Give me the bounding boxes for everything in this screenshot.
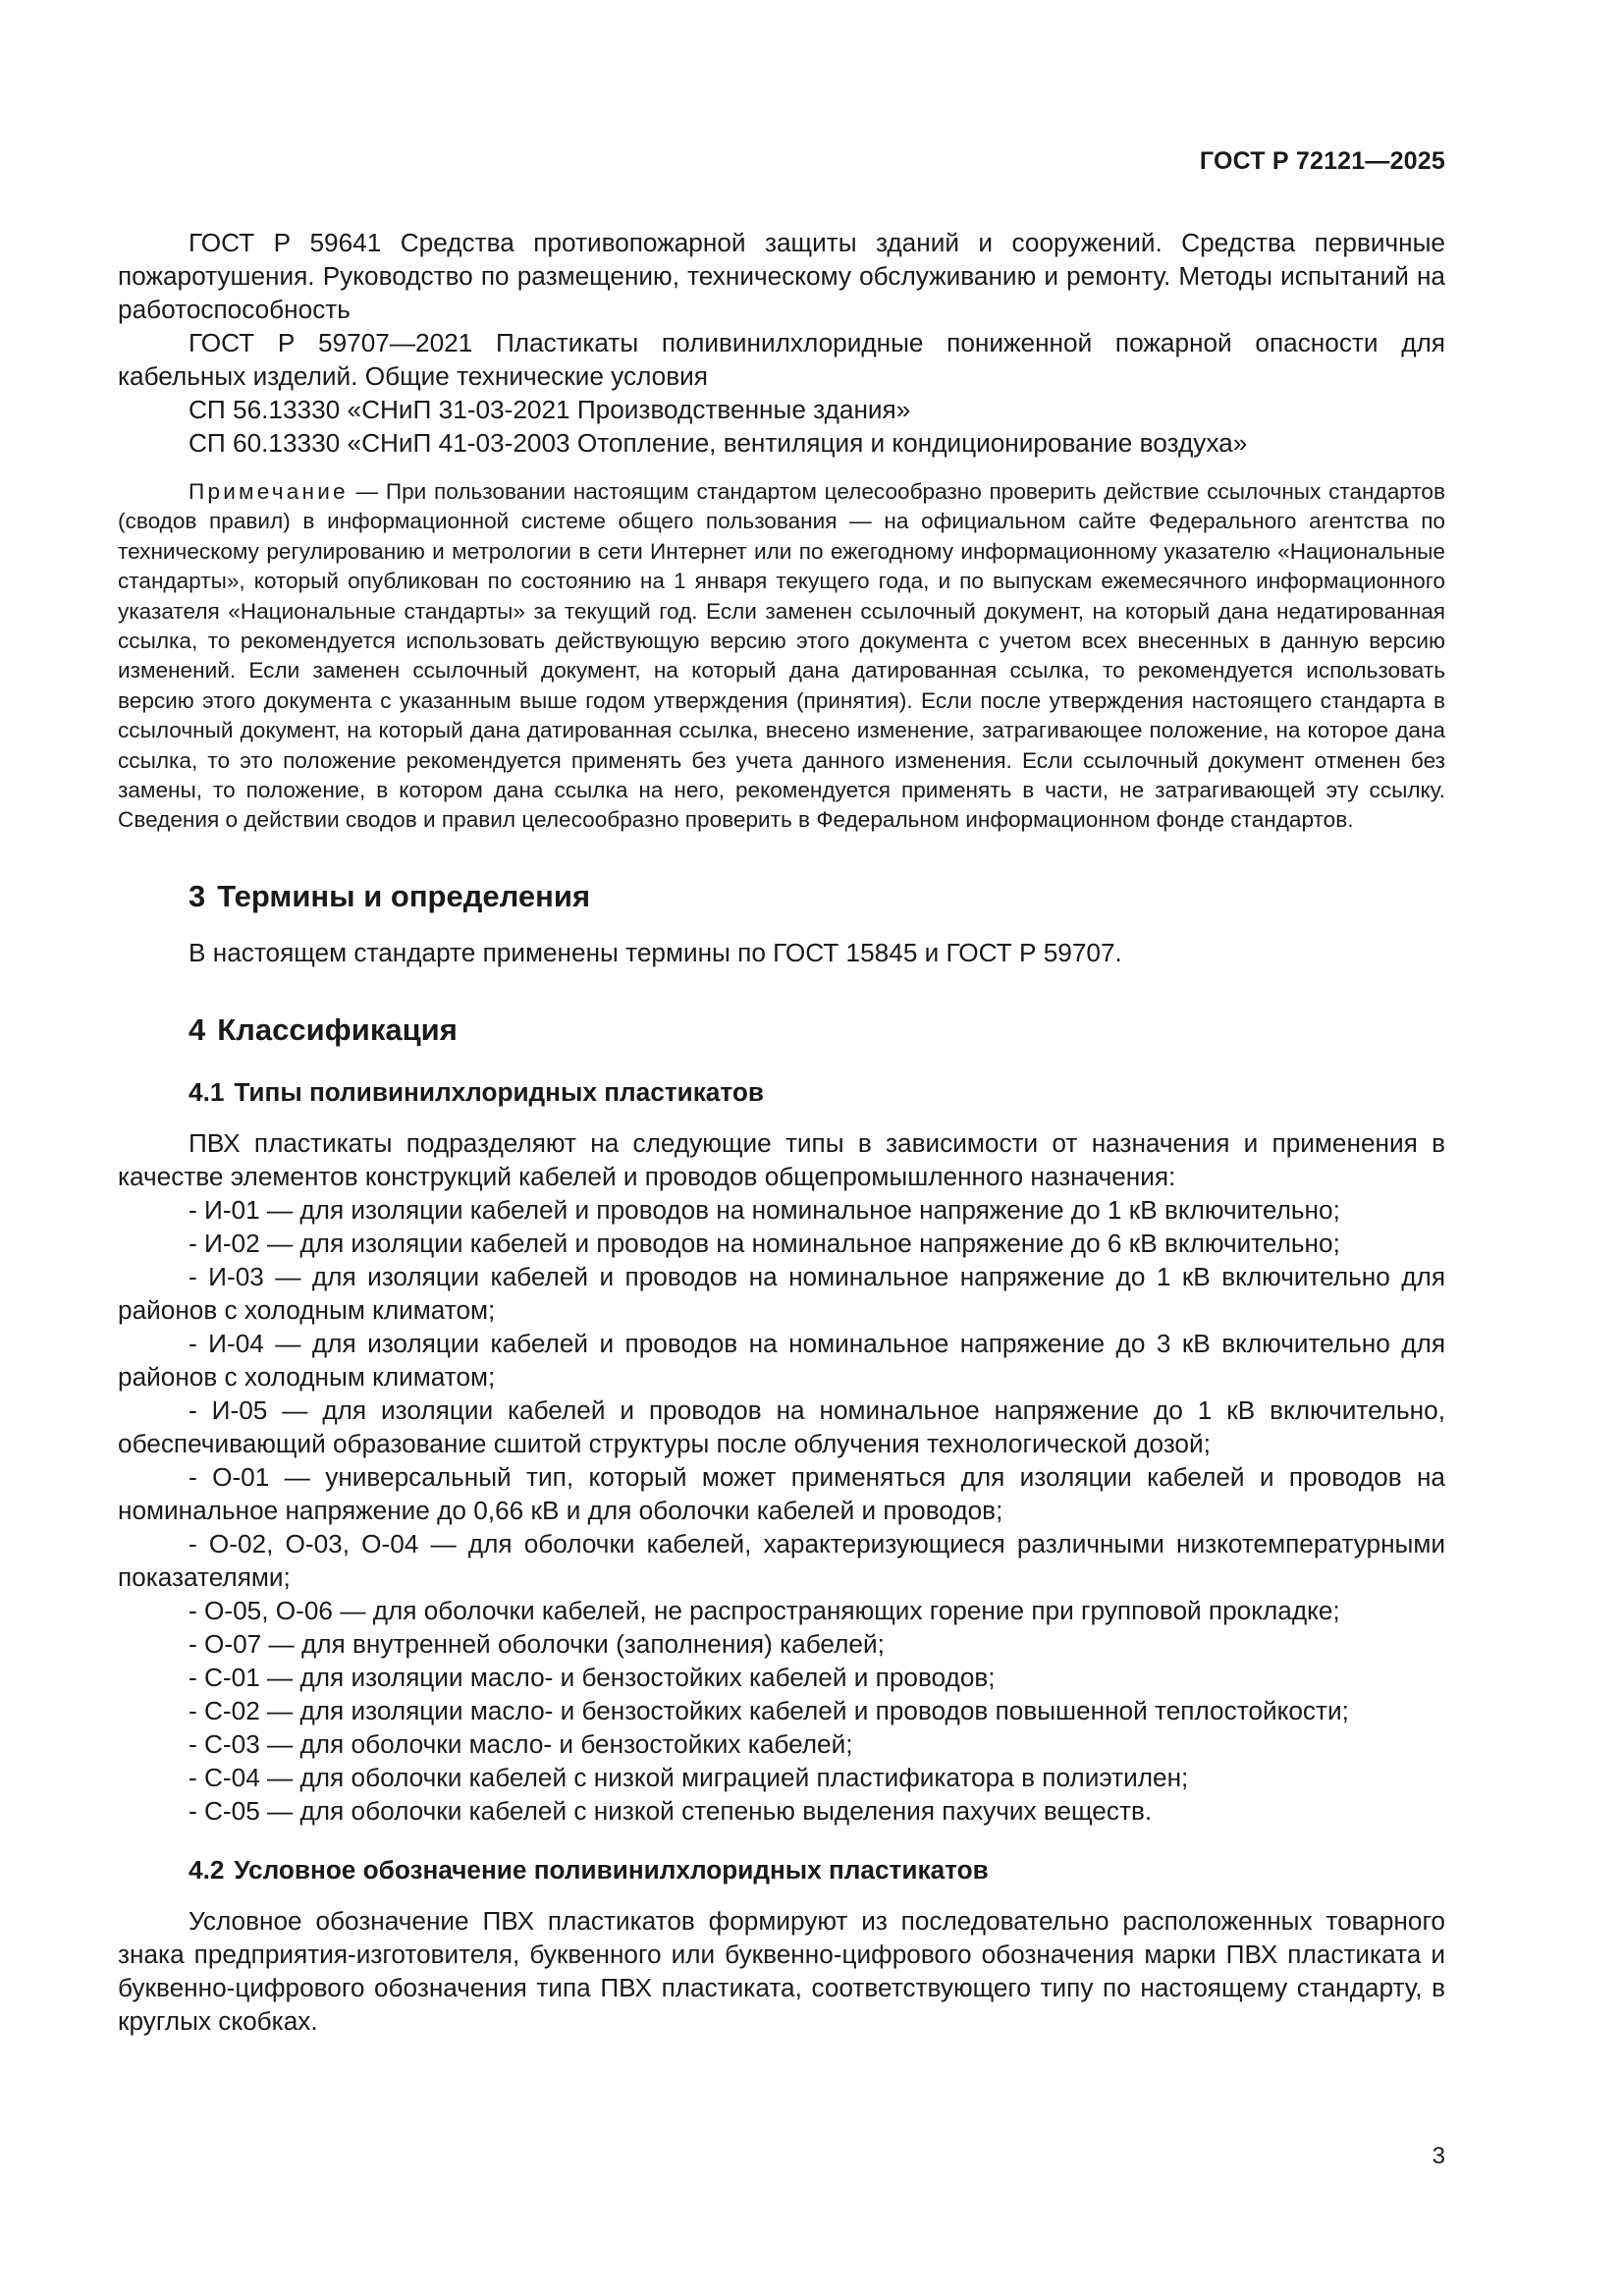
subsection-number: 4.1 <box>189 1076 225 1107</box>
section-4-heading <box>189 1011 1445 1050</box>
subsection-title: Условное обозначение поливинилхлоридных пластикатов <box>234 1854 989 1885</box>
type-list-item: - И-04 — для изоляции кабелей и проводов на номинальное напряжение до 3 кВ включительно для районов с холодным климатом; <box>118 1328 1445 1392</box>
type-list-item: - И-05 — для изоляции кабелей и проводов на номинальное напряжение до 1 кВ включительно, обеспечивающий образование сшитой структуры после облучения технологической дозой; <box>118 1394 1445 1458</box>
reference-item: ГОСТ Р 59707—2021 Пластикаты поливинилхлоридные пониженной пожарной опасности для кабельных изделий. Общие технические условия <box>118 328 1445 391</box>
section-number: 4 <box>189 1011 206 1047</box>
type-list-item: - И-01 — для изоляции кабелей и проводов на номинальное напряжение до 1 кВ включительно; <box>189 1194 1340 1225</box>
type-list-item: - О-01 — универсальный тип, который может применяться для изоляции кабелей и проводов на номинальное напряжение до 0,66 кВ и для оболочки кабелей и проводов; <box>118 1461 1445 1525</box>
reference-item: СП 56.13330 «СНиП 31-03-2021 Производственные здания» <box>189 395 911 424</box>
section-title: Классификация <box>217 1011 458 1047</box>
type-list-item: - С-01 — для изоляции масло- и бензостойких кабелей и проводов; <box>189 1662 996 1692</box>
note-paragraph <box>118 477 1445 836</box>
type-list-item: - О-07 — для внутренней оболочки (заполнения) кабелей; <box>189 1628 885 1659</box>
reference-item: СП 60.13330 «СНиП 41-03-2003 Отопление, вентиляция и кондиционирование воздуха» <box>189 428 1248 458</box>
type-list-item: - И-03 — для изоляции кабелей и проводов на номинальное напряжение до 1 кВ включительно для районов с холодным климатом; <box>118 1261 1445 1325</box>
page-number: 3 <box>1432 2143 1445 2169</box>
type-list-item: - С-05 — для оболочки кабелей с низкой степенью выделения пахучих веществ. <box>189 1795 1153 1826</box>
type-list-item: - С-02 — для изоляции масло- и бензостойких кабелей и проводов повышенной теплостойкости; <box>189 1695 1349 1725</box>
subsection-4-2-text: Условное обозначение ПВХ пластикатов формируют из последовательно расположенных товарного знака предприятия-изготовителя, буквенного или буквенно-цифрового обозначения марки ПВХ пластиката и буквенно-цифрового обозначения типа ПВХ пластиката, соответствующего типу по настоящему стандарту, в круглых скобках. <box>118 1905 1445 2036</box>
type-list-item: - С-04 — для оболочки кабелей с низкой миграцией пластификатора в полиэтилен; <box>189 1762 1189 1792</box>
document-code-header: ГОСТ Р 72121—2025 <box>1199 147 1445 175</box>
page-content <box>118 226 1445 2038</box>
note-label: Примечание <box>189 479 349 504</box>
section-title: Термины и определения <box>217 878 591 913</box>
type-list-item: - О-05, О-06 — для оболочки кабелей, не распространяющих горение при групповой прокладке; <box>189 1595 1340 1625</box>
reference-item: ГОСТ Р 59641 Средства противопожарной защиты зданий и сооружений. Средства первичные пожаротушения. Руководство по размещению, техническому обслуживанию и ремонту. Методы испытаний на работоспособность <box>118 228 1445 324</box>
type-list-item: - И-02 — для изоляции кабелей и проводов на номинальное напряжение до 6 кВ включительно; <box>189 1228 1340 1258</box>
subsection-4-2-heading <box>189 1853 1445 1886</box>
type-list-item: - О-02, О-03, О-04 — для оболочки кабелей, характеризующиеся различными низкотемпературными показателями; <box>118 1528 1445 1592</box>
note-text: — При пользовании настоящим стандартом целесообразно проверить действие ссылочных стандартов (сводов правил) в информационной системе общего пользования — на официальном сайте Федерального агентства по техническому регулированию и метрологии в сети Интернет или по ежегодному информационному указателю «Национальные стандарты», который опубликован по состоянию на 1 января текущего года, и по выпускам ежемесячного информационного указателя «Национальные стандарты» за текущий год. Если заменен ссылочный документ, на который дана недатированная ссылка, то рекомендуется использовать действующую версию этого документа с учетом всех внесенных в данную версию изменений. Если заменен ссылочный документ, на который дана датированная ссылка, то рекомендуется использовать версию этого документа с указанным выше годом утверждения (принятия). Если после утверждения настоящего стандарта в ссылочный документ, на который дана датированная ссылка, внесено изменение, затрагивающее положение, на которое дана ссылка, то это положение рекомендуется применять без учета данного изменения. Если ссылочный документ отменен без замены, то положение, в котором дана ссылка на него, рекомендуется применять в части, не затрагивающей эту ссылку. Сведения о действии сводов и правил целесообразно проверить в Федеральном информационном фонде стандартов. <box>118 479 1445 833</box>
type-list-item: - С-03 — для оболочки масло- и бензостойких кабелей; <box>189 1728 853 1759</box>
subsection-title: Типы поливинилхлоридных пластикатов <box>234 1076 764 1107</box>
subsection-number: 4.2 <box>189 1854 225 1885</box>
section-number: 3 <box>189 878 206 913</box>
subsection-4-1-heading <box>189 1075 1445 1109</box>
section-3-heading <box>189 877 1445 916</box>
subsection-4-1-intro: ПВХ пластикаты подразделяют на следующие типы в зависимости от назначения и применения в качестве элементов конструкций кабелей и проводов общепромышленного назначения: <box>118 1127 1445 1191</box>
section-3-text: В настоящем стандарте применены термины по ГОСТ 15845 и ГОСТ Р 59707. <box>189 937 1122 967</box>
